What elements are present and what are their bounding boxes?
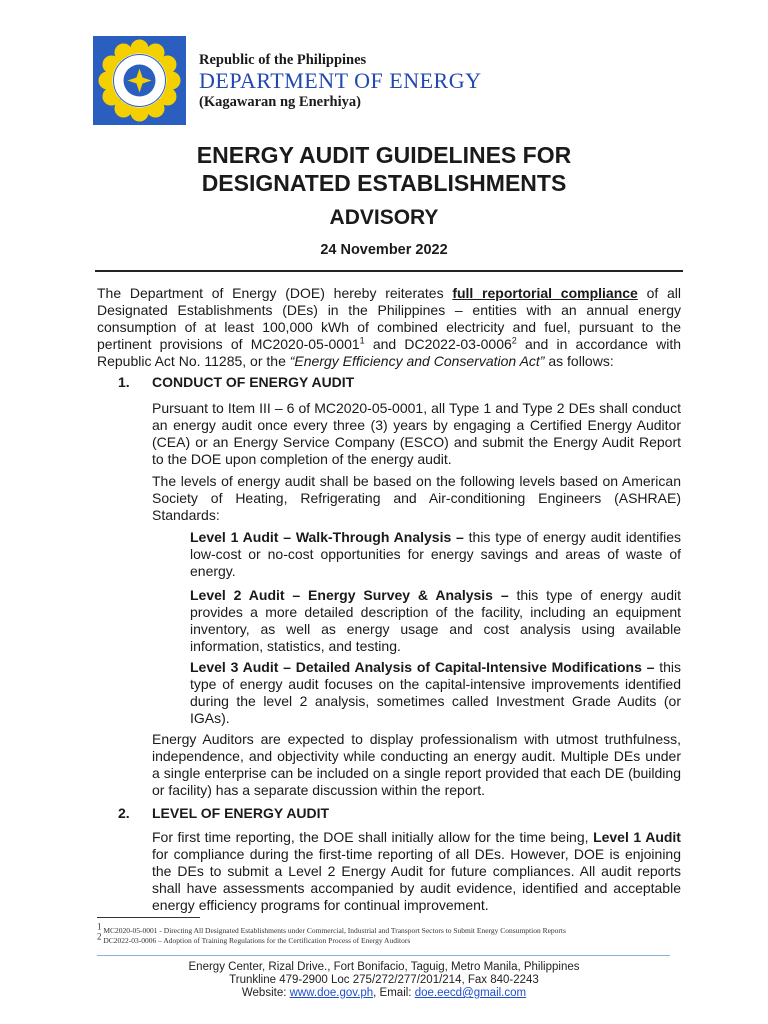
footnote-1: $^1$ MC2020-05-0001 - Directing All Designated Establishments under Commercial, Industrial and Transport Sectors to Submit Energy Consumption Reports	[97, 921, 566, 935]
section-2-number: 2.	[118, 805, 130, 821]
footnote-ref-1[interactable]: 1	[359, 335, 365, 346]
audit-level-2: Level 2 Audit – Energy Survey & Analysis – this type of energy audit provides a more detailed description of the facility, including an equipment inventory, as well as energy usage and cost analysis using available information, statistics, and testing.	[190, 587, 681, 654]
footer-divider	[97, 955, 670, 956]
footnote-divider	[97, 917, 200, 918]
section-1-paragraph-3: Energy Auditors are expected to display professionalism with utmost truthfulness, independence, and objectivity while conducting an energy audit. Multiple DEs under a single enterprise can be included on a single report provided that each DE (building or facility) has a separate discussion within the report.	[152, 731, 681, 798]
footer-address: Energy Center, Rizal Drive., Fort Bonifacio, Taguig, Metro Manila, Philippines	[188, 961, 580, 973]
email-link[interactable]: doe.eecd@gmail.com	[414, 987, 527, 999]
intro-paragraph: The Department of Energy (DOE) hereby reiterates full reportorial compliance of all Designated Establishments (DEs) in the Philippines – entities with an annual energy consumption of at least 100,000 kWh of combined electricity and fuel, pursuant to the pertinent provisions of MC2020-05-0001$^1$ and DC2022-03-0006$^2$ and in accordance with Republic Act No. 11285, or the “Energy Efficiency and Conservation Act” as follows:	[97, 285, 682, 369]
advisory-heading: ADVISORY	[329, 206, 439, 229]
doe-seal-icon	[93, 36, 186, 125]
website-link[interactable]: www.doe.gov.ph	[289, 987, 374, 999]
footnote-2: $^2$ DC2022-03-0006 – Adoption of Training Regulations for the Certification Process of Energy Auditors	[97, 931, 411, 945]
document-title	[0, 141, 768, 197]
audit-level-3: Level 3 Audit – Detailed Analysis of Capital-Intensive Modifications – this type of energy audit focuses on the capital-intensive improvements identified during the level 2 analysis, sometimes called Investment Grade Audits (or IGAs).	[190, 659, 681, 726]
footer-phone: Trunkline 479-2900 Loc 275/272/277/201/214, Fax 840-2243	[229, 974, 539, 986]
footnote-ref-2[interactable]: 2	[511, 335, 517, 346]
section-2-paragraph: For first time reporting, the DOE shall initially allow for the time being, Level 1 Audit for compliance during the first-time reporting of all DEs. However, DOE is enjoining the DEs to submit a Level 2 Energy Audit for future compliances. All audit reports shall have assessments accompanied by audit evidence, identified and acceptable energy efficiency programs for continual improvement.	[152, 829, 681, 913]
section-1-paragraph-1: Pursuant to Item III – 6 of MC2020-05-0001, all Type 1 and Type 2 DEs shall conduct an energy audit once every three (3) years by engaging a Certified Energy Auditor (CEA) or an Energy Service Company (ESCO) and submit the Energy Audit Report to the DOE upon completion of the energy audit.	[152, 400, 681, 467]
title-line-1: ENERGY AUDIT GUIDELINES FOR	[196, 142, 572, 168]
audit-level-1: Level 1 Audit – Walk-Through Analysis – this type of energy audit identifies low-cost or no-cost opportunities for energy savings and areas of waste of energy.	[190, 529, 682, 579]
section-2-title: LEVEL OF ENERGY AUDIT	[152, 805, 330, 821]
section-1-title: CONDUCT OF ENERGY AUDIT	[152, 374, 355, 390]
department-tagalog: (Kagawaran ng Enerhiya)	[199, 94, 361, 110]
republic-label: Republic of the Philippines	[199, 52, 367, 68]
section-1-number: 1.	[118, 374, 130, 390]
doe-logo	[93, 36, 186, 125]
section-1-paragraph-2: The levels of energy audit shall be based on the following levels based on American Society of Heating, Refrigerating and Air-conditioning Engineers (ASHRAE) Standards:	[152, 473, 681, 523]
title-divider	[95, 270, 683, 272]
department-name: DEPARTMENT OF ENERGY	[199, 68, 482, 93]
title-line-2: DESIGNATED ESTABLISHMENTS	[201, 170, 567, 196]
footer-contact: Website: www.doe.gov.ph, Email: doe.eecd@gmail.com	[241, 987, 527, 999]
advisory-date: 24 November 2022	[320, 242, 448, 258]
full-compliance-emphasis: full reportorial compliance	[452, 285, 638, 301]
